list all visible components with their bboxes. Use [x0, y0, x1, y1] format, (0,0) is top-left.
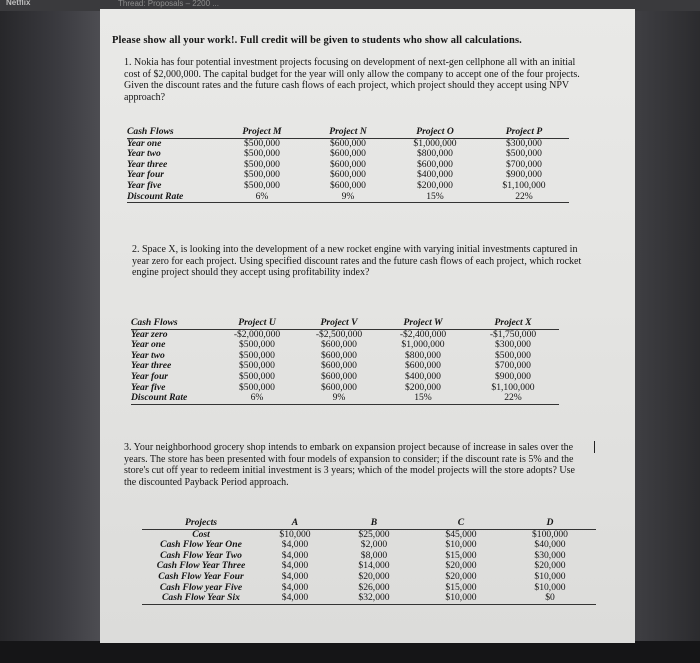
- table-cell: $900,000: [495, 370, 531, 382]
- table-cell: $600,000: [330, 148, 366, 160]
- table-cell: $500,000: [506, 148, 542, 160]
- question-2-table: [131, 318, 559, 405]
- right-background: [635, 11, 700, 641]
- table-cell: $400,000: [417, 169, 453, 181]
- table-cell: $600,000: [321, 381, 357, 393]
- table-cell: -$1,750,000: [489, 328, 537, 340]
- question-1-text: 1. Nokia has four potential investment projects focusing on development of next-gen cellphone all with an initial cost of $2,000,000. The capital budget for the year will only allow the company to accept one of the four projects. Given the discount rates and the future cash flows of each project, which project should they accept using NPV approach?: [124, 57, 580, 103]
- table-cell: $10,000: [418, 593, 504, 604]
- table-cell: $25,000: [358, 528, 390, 540]
- row-label: Cash Flow Year Three: [156, 560, 246, 572]
- table-cell: $40,000: [534, 539, 566, 551]
- table-cell: $10,000: [279, 528, 311, 540]
- table-cell: $500,000: [244, 148, 280, 160]
- table-cell: $10,000: [445, 539, 477, 551]
- row-label: Year one: [131, 339, 166, 351]
- table-row: [131, 393, 559, 404]
- table-row: [131, 383, 559, 394]
- row-label: Discount Rate: [131, 393, 215, 404]
- table-cell: $200,000: [405, 381, 441, 393]
- table-cell: 9%: [299, 393, 379, 404]
- table-cell: $300,000: [506, 137, 542, 149]
- table-cell: $20,000: [445, 560, 477, 572]
- row-label: Year two: [131, 349, 165, 361]
- row-label: Year four: [131, 370, 169, 382]
- table-cell: $700,000: [506, 158, 542, 170]
- app-name[interactable]: Netflix: [6, 0, 31, 7]
- table-cell: $1,100,000: [502, 179, 546, 191]
- table-row: [142, 572, 596, 583]
- document-page: [100, 9, 635, 643]
- table-cell: 6%: [219, 192, 305, 203]
- row-label: Year three: [131, 360, 172, 372]
- row-label: Cash Flow Year One: [160, 539, 242, 551]
- table-cell: $100,000: [532, 528, 568, 540]
- table-cell: $14,000: [358, 560, 390, 572]
- table-cell: $800,000: [417, 148, 453, 160]
- row-label: Year three: [127, 158, 168, 170]
- table-cell: $15,000: [445, 549, 477, 561]
- column-header: A: [260, 518, 330, 529]
- table-cell: $1,100,000: [491, 381, 535, 393]
- column-header: Project V: [299, 318, 379, 329]
- table-cell: $900,000: [506, 169, 542, 181]
- table-cell: $600,000: [330, 158, 366, 170]
- table-cell: $15,000: [445, 581, 477, 593]
- table-cell: $1,000,000: [413, 137, 457, 149]
- table-cell: $4,000: [281, 539, 309, 551]
- left-background: [0, 11, 100, 641]
- row-label: Year five: [131, 381, 166, 393]
- row-label: Cash Flow Year Two: [160, 549, 242, 561]
- page-heading: Please show all your work!. Full credit will be given to students who show all calculations.: [112, 35, 522, 46]
- table-cell: $500,000: [244, 137, 280, 149]
- table-cell: $30,000: [534, 549, 566, 561]
- question-3-text: 3. Your neighborhood grocery shop intends to embark on expansion project because of increase in sales over the years. The store has been presented with four models of expansion to consider; if the discount rate is 5% and the store's cut off year to redeem initial investment is 3 years; which of the model projects will the store adopts? Use the discounted Payback Period approach.: [124, 442, 575, 488]
- table-cell: $10,000: [534, 570, 566, 582]
- table-cell: 15%: [379, 393, 467, 404]
- text-cursor: [594, 441, 595, 453]
- table-cell: $4,000: [281, 560, 309, 572]
- row-label: Year one: [127, 137, 162, 149]
- table-cell: $500,000: [239, 381, 275, 393]
- table-cell: $500,000: [244, 169, 280, 181]
- column-header: D: [504, 518, 596, 529]
- column-header: Project U: [215, 318, 299, 329]
- column-header: Projects: [142, 518, 260, 529]
- row-label: Year five: [127, 179, 162, 191]
- column-header: B: [330, 518, 418, 529]
- bottom-background: [0, 641, 700, 663]
- table-row: [127, 181, 569, 192]
- table-cell: 22%: [467, 393, 559, 404]
- table-cell: $700,000: [495, 360, 531, 372]
- table-cell: $600,000: [321, 360, 357, 372]
- table-cell: 9%: [305, 192, 391, 203]
- table-cell: $4,000: [281, 581, 309, 593]
- table-cell: $4,000: [281, 549, 309, 561]
- table-cell: $600,000: [321, 339, 357, 351]
- table-cell: $8,000: [360, 549, 388, 561]
- column-header: Project W: [379, 318, 467, 329]
- table-cell: $1,000,000: [401, 339, 445, 351]
- table-cell: $500,000: [239, 360, 275, 372]
- table-cell: $0: [504, 593, 596, 604]
- table-cell: $500,000: [495, 349, 531, 361]
- table-cell: $800,000: [405, 349, 441, 361]
- browser-tab-title[interactable]: Thread: Proposals – 2200 ...: [118, 0, 219, 8]
- table-cell: $500,000: [244, 179, 280, 191]
- table-cell: 22%: [479, 192, 569, 203]
- column-header: Project X: [467, 318, 559, 329]
- table-cell: $20,000: [358, 570, 390, 582]
- column-header: Project M: [219, 127, 305, 138]
- table-cell: -$2,000,000: [233, 328, 281, 340]
- table-row: [142, 593, 596, 604]
- table-cell: $10,000: [534, 581, 566, 593]
- table-row: [131, 372, 559, 383]
- table-cell: $4,000: [260, 593, 330, 604]
- table-cell: $400,000: [405, 370, 441, 382]
- table-cell: $2,000: [360, 539, 388, 551]
- table-header-row: [142, 518, 596, 529]
- table-cell: $600,000: [417, 158, 453, 170]
- column-header: Project O: [391, 127, 479, 138]
- table-header-row: [127, 127, 569, 138]
- table-cell: $600,000: [330, 169, 366, 181]
- table-cell: $32,000: [330, 593, 418, 604]
- row-label: Discount Rate: [127, 192, 219, 203]
- table-cell: $600,000: [330, 137, 366, 149]
- column-header: Cash Flows: [127, 127, 219, 138]
- table-row: [127, 192, 569, 203]
- row-label: Cash Flow Year Four: [158, 570, 244, 582]
- row-label: Year zero: [131, 328, 168, 340]
- table-cell: $4,000: [281, 570, 309, 582]
- row-label: Year two: [127, 148, 161, 160]
- table-header-row: [131, 318, 559, 329]
- table-cell: $20,000: [534, 560, 566, 572]
- table-cell: $500,000: [239, 339, 275, 351]
- table-cell: 15%: [391, 192, 479, 203]
- table-cell: $200,000: [417, 179, 453, 191]
- question-2-text: 2. Space X, is looking into the development of a new rocket engine with varying initial investments captured in year zero for each project. Using specified discount rates and the future cash flows of each project, which rocket engine project should they accept using profitability index?: [132, 244, 582, 279]
- table-cell: $26,000: [358, 581, 390, 593]
- table-cell: $500,000: [244, 158, 280, 170]
- table-cell: $600,000: [321, 349, 357, 361]
- table-cell: -$2,500,000: [315, 328, 363, 340]
- column-header: Cash Flows: [131, 318, 215, 329]
- row-label: Cash Flow year Five: [159, 581, 243, 593]
- column-header: Project N: [305, 127, 391, 138]
- question-1-table: [127, 127, 569, 203]
- table-cell: $600,000: [405, 360, 441, 372]
- table-cell: $600,000: [321, 370, 357, 382]
- table-cell: -$2,400,000: [399, 328, 447, 340]
- table-cell: $500,000: [239, 349, 275, 361]
- table-cell: 6%: [215, 393, 299, 404]
- row-label: Cost: [192, 528, 210, 540]
- table-cell: $500,000: [239, 370, 275, 382]
- table-cell: $45,000: [445, 528, 477, 540]
- row-label: Cash Flow Year Six: [142, 593, 260, 604]
- column-header: C: [418, 518, 504, 529]
- table-cell: $600,000: [330, 179, 366, 191]
- column-header: Project P: [479, 127, 569, 138]
- row-label: Year four: [127, 169, 165, 181]
- table-cell: $300,000: [495, 339, 531, 351]
- table-cell: $20,000: [445, 570, 477, 582]
- question-3-table: [142, 518, 596, 605]
